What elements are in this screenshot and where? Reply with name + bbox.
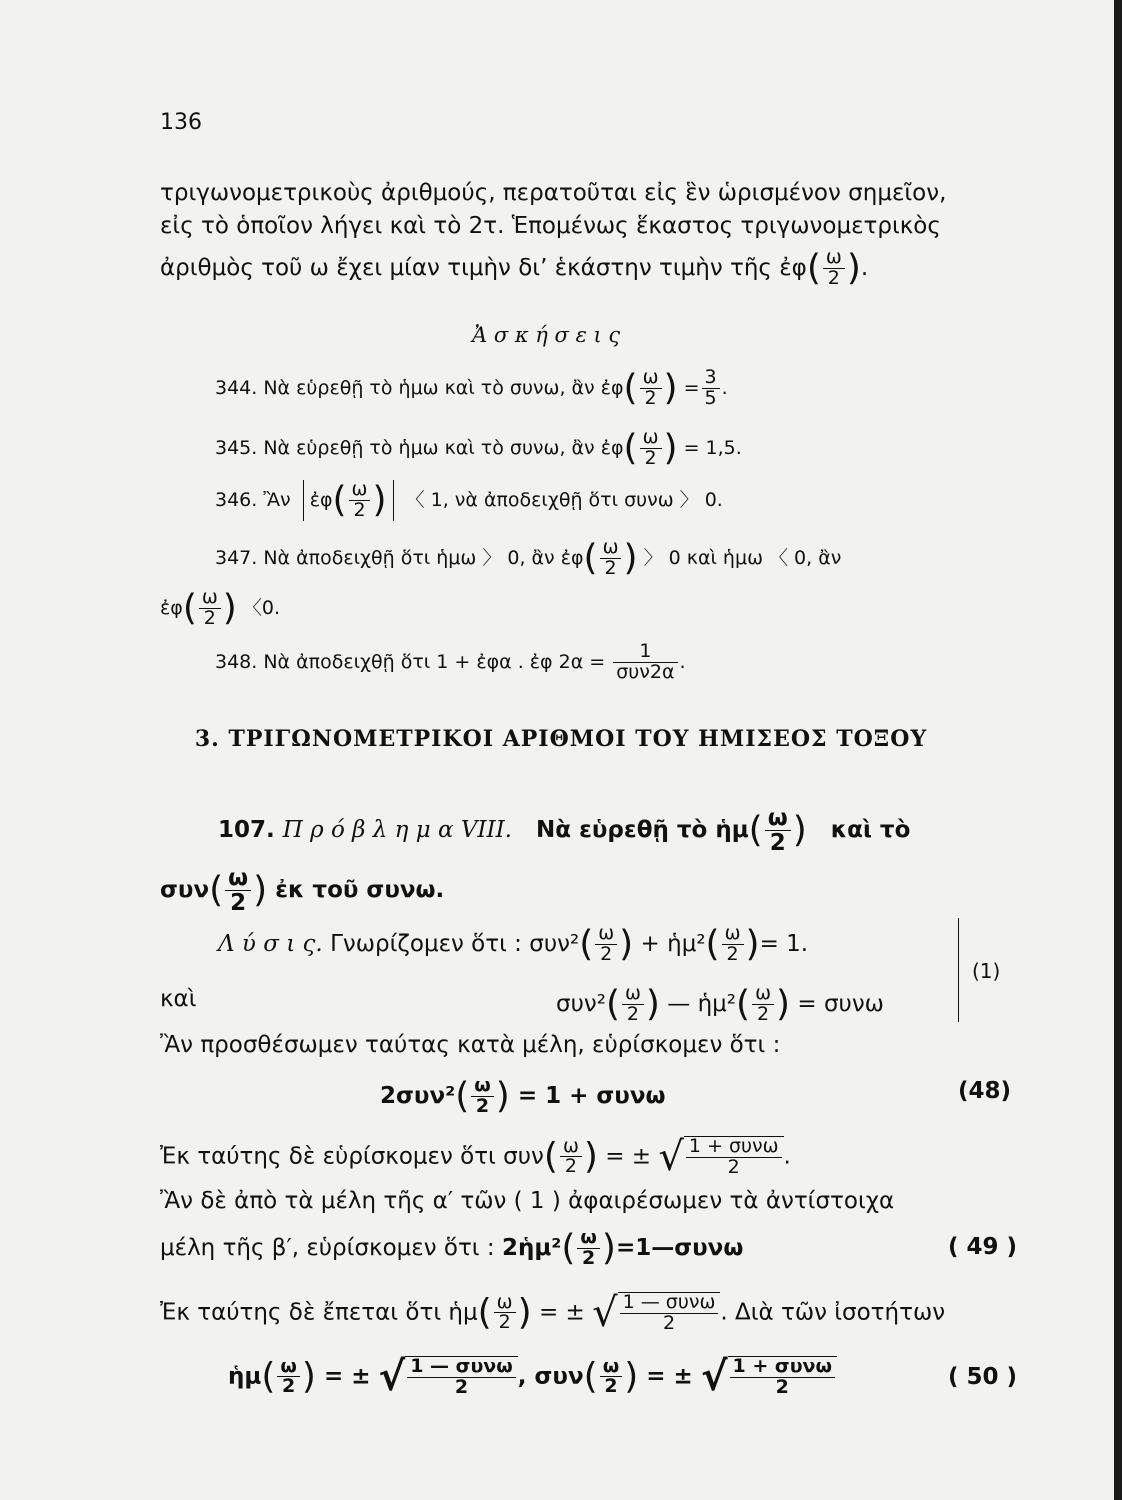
line-syn-half: Ἐκ ταύτης δὲ εὑρίσκομεν ὅτι συν( $\frac{\omega}{2}$ ) = ± √ $\frac{\text{1 + συνω}}{2}$ .	[160, 1133, 791, 1180]
equation-50: ἡμ( $\frac{\omega}{2}$ ) = ± √ $\frac{\text{1 — συνω}}{2}$ , συν( $\frac{\omega}{2}$ ) = ± √ $\frac{\text{1 + συνω}}{2}$	[228, 1356, 837, 1398]
fraction: $\frac{\omega}{2}$	[595, 924, 617, 965]
intro-line-1: τριγωνομετρικοὺς ἀριθμούς, περατοῦται εἰς ἓν ὡρισμένον σημεῖον,	[160, 180, 947, 206]
fraction: $\frac{\omega}{2}$	[622, 984, 644, 1025]
problem-line-1: 107. Π ρ ό β λ η μ α VIII. Νὰ εὑρεθῇ τὸ ἡμ( $\frac{\omega}{2}$ ) καὶ τὸ	[218, 805, 911, 857]
fraction: $\frac{\omega}{2}$	[722, 924, 744, 965]
solution-kai: καὶ	[160, 986, 197, 1012]
system-brace	[958, 918, 959, 1022]
exercise-345: 345. Νὰ εὑρεθῇ τὸ ἡμω καὶ τὸ συνω, ἂν ἐφ( $\frac{\omega}{2}$ ) = 1,5.	[215, 426, 742, 469]
fraction: $\frac{\omega}{2}$	[277, 1357, 300, 1398]
fraction: $\frac{\omega}{2}$	[560, 1137, 582, 1178]
add-line: Ἂν προσθέσωμεν ταύτας κατὰ μέλη, εὑρίσκομεν ὅτι :	[160, 1032, 781, 1058]
page-number: 136	[160, 110, 202, 135]
fraction: $\frac{\omega}{2}$	[600, 1357, 623, 1398]
square-root: √ $\frac{\text{1 — συνω}}{2}$	[379, 1356, 518, 1398]
square-root: √ $\frac{\text{1 — συνω}}{2}$	[592, 1292, 720, 1334]
fraction: $\frac{\text{1 — συνω}}{2}$	[620, 1293, 719, 1334]
equation-ref-1: (1)	[972, 959, 1001, 983]
fraction: $\frac{\omega}{2}$	[225, 866, 251, 915]
solution-eq-1: Λ ύ σ ι ς. Γνωρίζομεν ὅτι : συν²( $\frac{\omega}{2}$ ) + ἡμ²( $\frac{\omega}{2}$ )= 1.	[218, 922, 809, 965]
exercises-title: Ἀ σ κ ή σ ε ι ς	[472, 323, 621, 347]
fraction: $\frac{\omega}{2}$	[577, 1228, 600, 1269]
absolute-value: ἐφ( $\frac{\omega}{2}$ )	[303, 480, 394, 521]
subtract-line: Ἂν δὲ ἀπὸ τὰ μέλη τῆς α′ τῶν ( 1 ) ἀφαιρέσωμεν τὰ ἀντίστοιχα	[160, 1188, 895, 1214]
line-hm-half: Ἐκ ταύτης δὲ ἔπεται ὅτι ἡμ( $\frac{\omega}{2}$ ) = ± √ $\frac{\text{1 — συνω}}{2}$ . Διὰ τῶν ἰσοτήτων	[160, 1289, 946, 1336]
equation-tag-49: ( 49 )	[948, 1234, 1018, 1260]
equation-49: μέλη τῆς β′, εὑρίσκομεν ὅτι : 2ἡμ²( $\frac{\omega}{2}$ )=1—συνω	[160, 1226, 744, 1269]
fraction: $\frac{\omega}{2}$	[600, 538, 622, 579]
equation-tag-48: (48)	[958, 1078, 1012, 1104]
exercise-347-cont: ἐφ( $\frac{\omega}{2}$ ) 〈0.	[160, 586, 281, 629]
equation-tag-50: ( 50 )	[948, 1364, 1018, 1390]
fraction: $\frac{\omega}{2}$	[349, 480, 371, 521]
exercise-348: 348. Νὰ ἀποδειχθῇ ὅτι 1 + ἐφα . ἐφ 2α = $\frac{1}{\text{συν2α}}$ .	[215, 640, 686, 683]
fraction: $\frac{\text{1 — συνω}}{2}$	[407, 1357, 516, 1398]
square-root: √ $\frac{\text{1 + συνω}}{2}$	[658, 1136, 783, 1178]
fraction: $\frac{\omega}{2}$	[471, 1076, 494, 1117]
equation-48: 2συν²( $\frac{\omega}{2}$ ) = 1 + συνω	[380, 1074, 666, 1117]
fraction: $\frac{3}{5}$	[702, 368, 720, 409]
problem-line-2: συν( $\frac{\omega}{2}$ ) ἐκ τοῦ συνω.	[160, 865, 445, 917]
fraction: $\frac{\text{1 + συνω}}{2}$	[730, 1357, 835, 1398]
fraction: $\frac{\omega}{2}$	[640, 368, 662, 409]
solution-eq-2: συν²( $\frac{\omega}{2}$ ) — ἡμ²( $\frac{\omega}{2}$ ) = συνω	[556, 982, 884, 1025]
fraction: $\frac{\omega}{2}$	[752, 984, 774, 1025]
fraction: $\frac{\omega}{2}$	[199, 588, 221, 629]
intro-line-3: ἀριθμὸς τοῦ ω ἔχει μίαν τιμὴν δι’ ἑκάστην τιμὴν τῆς ἐφ( $\frac{\omega}{2}$ ).	[160, 246, 869, 289]
fraction: $\frac{\omega}{2}$	[640, 428, 662, 469]
square-root: √ $\frac{\text{1 + συνω}}{2}$	[701, 1356, 837, 1398]
fraction: $\frac{\omega}{2}$	[765, 806, 791, 855]
fraction: $\frac{\omega}{2}$	[494, 1293, 516, 1334]
fraction: $\frac{\omega}{2}$	[823, 248, 845, 289]
exercise-346: 346. Ἂν ἐφ( $\frac{\omega}{2}$ ) 〈 1, νὰ ἀποδειχθῇ ὅτι συνω 〉 0.	[215, 478, 723, 521]
exercise-347: 347. Νὰ ἀποδειχθῇ ὅτι ἡμω 〉 0, ἂν ἐφ( $\frac{\omega}{2}$ ) 〉 0 καὶ ἡμω 〈 0, ἂν	[215, 536, 842, 579]
section-heading: 3. ΤΡΙΓΩΝΟΜΕΤΡΙΚΟΙ ΑΡΙΘΜΟΙ ΤΟΥ ΗΜΙΣΕΟΣ ΤΟΞΟΥ	[194, 726, 928, 752]
intro-line-2: εἰς τὸ ὁποῖον λήγει καὶ τὸ 2τ. Ἑπομένως ἕκαστος τριγωνομετρικὸς	[160, 213, 941, 239]
exercise-344: 344. Νὰ εὑρεθῇ τὸ ἡμω καὶ τὸ συνω, ἂν ἐφ( $\frac{\omega}{2}$ ) = $\frac{3}{5}$ .	[215, 366, 728, 409]
fraction: $\frac{\text{1 + συνω}}{2}$	[686, 1137, 782, 1178]
fraction: $\frac{1}{\text{συν2α}}$	[613, 642, 677, 683]
